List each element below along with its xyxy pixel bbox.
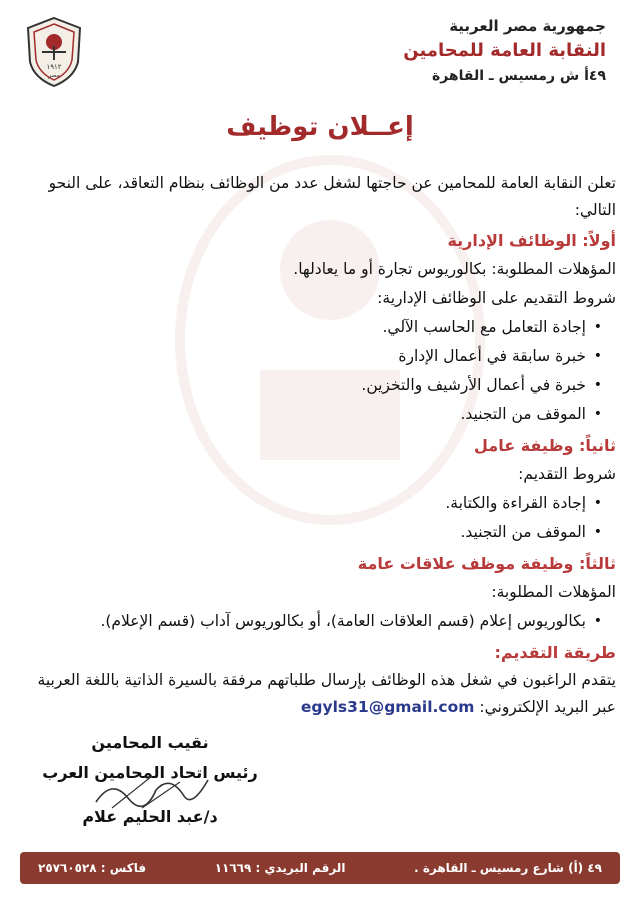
signatory-name: د/عبد الحليم علام [82, 807, 218, 826]
contact-email[interactable]: egyls31@gmail.com [300, 698, 475, 716]
section2-list [36, 489, 616, 547]
section3-list [36, 607, 616, 636]
bullet-icon: • [593, 524, 602, 540]
list-item: • الموقف من التجنيد. [36, 518, 602, 547]
list-item: • إجادة القراءة والكتابة. [36, 489, 602, 518]
bullet-icon: • [593, 613, 602, 629]
section1-list [36, 313, 616, 429]
list-item: • خبرة سابقة في أعمال الإدارة [36, 342, 602, 371]
logo-place: مصر [48, 72, 60, 79]
bar-association-logo-icon [24, 16, 84, 88]
organization-name: النقابة العامة للمحامين [403, 40, 606, 61]
apply-heading: طريقة التقديم: [494, 643, 616, 662]
section2-conditions-label: شروط التقديم: [518, 465, 616, 483]
list-item: • بكالوريوس إعلام (قسم العلاقات العامة)، أو بكالوريوس آداب (قسم الإعلام). [36, 607, 602, 636]
section3-qualifications-label: المؤهلات المطلوبة: [491, 583, 616, 601]
signatory-title: نقيب المحامين [91, 733, 209, 752]
footer-postal: الرقم البريدي : ١١٦٦٩ [214, 861, 346, 875]
bullet-icon: • [593, 406, 602, 422]
handwritten-signature-icon [92, 768, 212, 814]
list-item: • إجادة التعامل مع الحاسب الآلي. [36, 313, 602, 342]
section1-qualifications: المؤهلات المطلوبة: بكالوريوس تجارة أو ما يعادلها. [293, 260, 616, 278]
bullet-icon: • [593, 495, 602, 511]
intro-text: تعلن النقابة العامة للمحامين عن حاجتها لشغل عدد من الوظائف بنظام التعاقد، على النحو التالي: [48, 174, 616, 219]
section1-heading: أولاً: الوظائف الإدارية [447, 231, 616, 250]
signatory-position: رئيس اتحاد المحامين العرب [42, 763, 258, 782]
letterhead [346, 14, 606, 88]
list-item: • الموقف من التجنيد. [36, 400, 602, 429]
bullet-icon: • [593, 348, 602, 364]
list-item: • خبرة في أعمال الأرشيف والتخزين. [36, 371, 602, 400]
announcement-title: إعــلان توظيف [226, 112, 414, 142]
title-container [0, 112, 640, 142]
country-name: جمهورية مصر العربية [449, 17, 606, 35]
logo-year: ١٩١٢ [46, 63, 62, 71]
bullet-icon: • [593, 319, 602, 335]
apply-text: يتقدم الراغبون في شغل هذه الوظائف بإرسال طلباتهم مرفقة بالسيرة الذاتية باللغة العربية عبر البريد الإلكتروني: egyls31@gmail.com [37, 671, 616, 716]
bullet-icon: • [593, 377, 602, 393]
section2-heading: ثانياً: وظيفة عامل [474, 436, 616, 455]
organization-address: ٤٩أ ش رمسيس ـ القاهرة [431, 68, 606, 84]
announcement-body [36, 170, 616, 721]
footer-fax: فاكس : ٢٥٧٦٠٥٢٨ [38, 861, 147, 875]
section1-conditions-label: شروط التقديم على الوظائف الإدارية: [377, 289, 616, 307]
section3-heading: ثالثاً: وظيفة موظف علاقات عامة [357, 554, 616, 573]
footer-address: ٤٩ (أ) شارع رمسيس ـ القاهرة . [414, 861, 602, 875]
footer-bar [20, 852, 620, 884]
